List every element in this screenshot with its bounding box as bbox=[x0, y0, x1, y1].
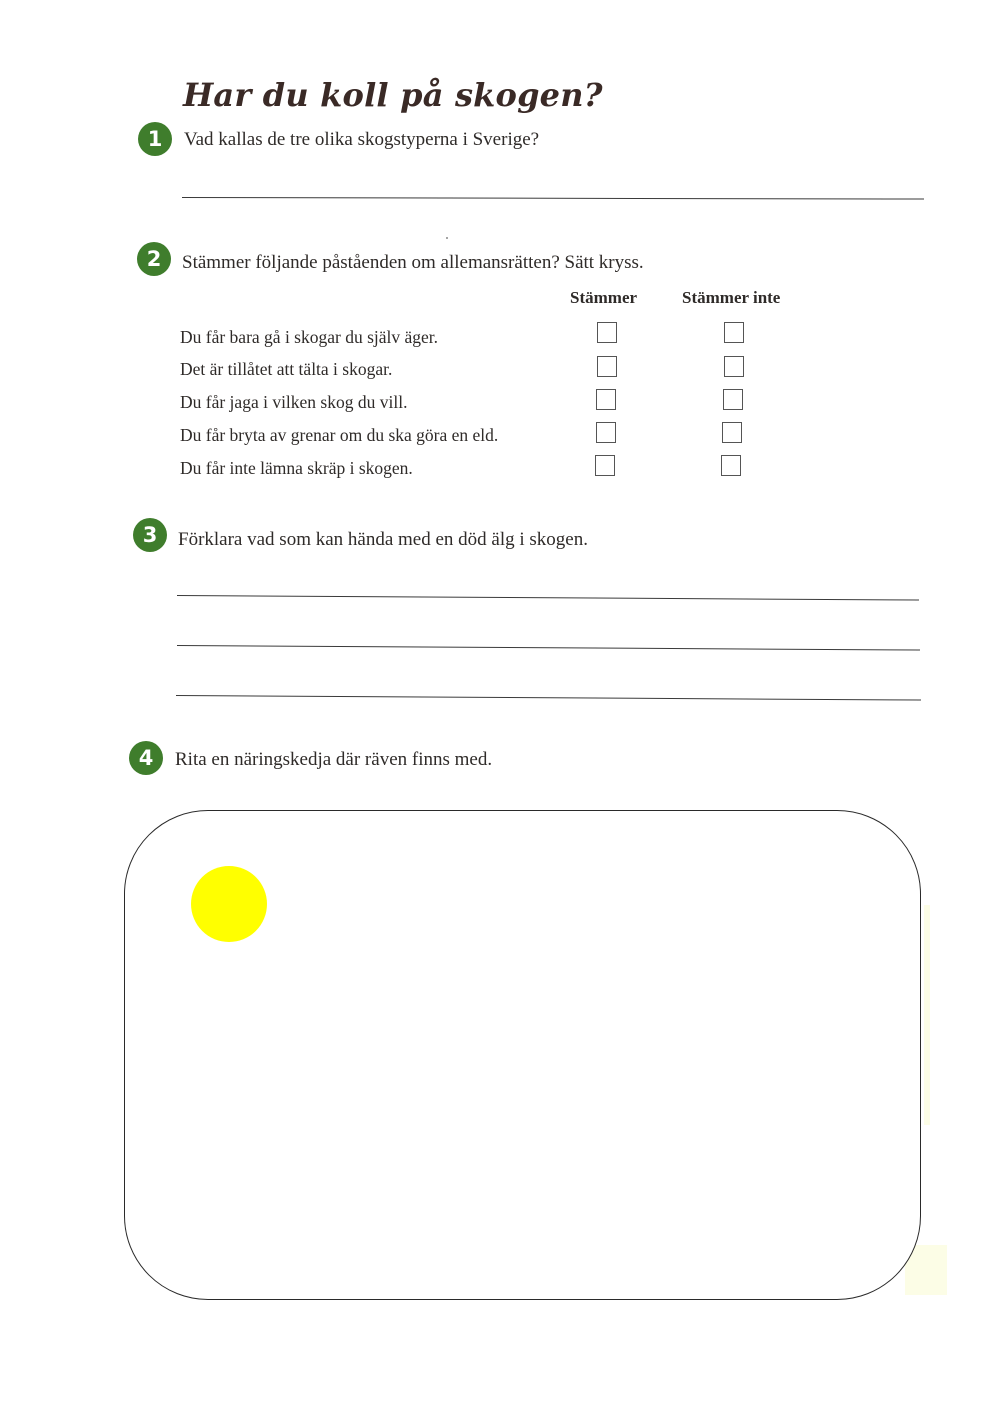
answer-line[interactable] bbox=[182, 197, 924, 200]
checkbox-stammer-inte[interactable] bbox=[724, 322, 744, 343]
question-text: Förklara vad som kan hända med en död älg i skogen. bbox=[178, 529, 588, 550]
question-number-badge: 2 bbox=[137, 242, 171, 276]
statement-row: Det är tillåtet att tälta i skogar. bbox=[180, 359, 393, 379]
column-header-stammer: Stämmer bbox=[570, 288, 638, 307]
checkbox-stammer[interactable] bbox=[595, 455, 615, 476]
statement-row: Du får jaga i vilken skog du vill. bbox=[180, 392, 408, 412]
question-number-badge: 3 bbox=[133, 518, 167, 552]
statement-row: Du får bara gå i skogar du själv äger. bbox=[180, 327, 439, 347]
question-text: Stämmer följande påståenden om allemansrätten? Sätt kryss. bbox=[182, 252, 644, 273]
checkbox-stammer[interactable] bbox=[597, 322, 617, 343]
sun-drawing-icon bbox=[191, 866, 267, 942]
scan-tint bbox=[924, 905, 930, 1125]
answer-line[interactable] bbox=[176, 695, 921, 701]
checkbox-stammer-inte[interactable] bbox=[724, 356, 744, 377]
page-title: Har du koll på skogen? bbox=[183, 76, 603, 114]
question-number-badge: 1 bbox=[138, 122, 172, 156]
scan-speck bbox=[446, 237, 448, 239]
checkbox-stammer-inte[interactable] bbox=[723, 389, 743, 410]
question-number-badge: 4 bbox=[129, 741, 163, 775]
checkbox-stammer[interactable] bbox=[597, 356, 617, 377]
checkbox-stammer[interactable] bbox=[596, 389, 616, 410]
checkbox-stammer[interactable] bbox=[596, 422, 616, 443]
question-text: Rita en näringskedja där räven finns med. bbox=[175, 749, 493, 770]
answer-line[interactable] bbox=[177, 645, 920, 651]
answer-line[interactable] bbox=[177, 595, 919, 601]
statement-row: Du får bryta av grenar om du ska göra en eld. bbox=[180, 425, 499, 445]
question-text: Vad kallas de tre olika skogstyperna i Sverige? bbox=[184, 129, 540, 150]
checkbox-stammer-inte[interactable] bbox=[721, 455, 741, 476]
column-header-stammer-inte: Stämmer inte bbox=[682, 288, 781, 307]
statement-row: Du får inte lämna skräp i skogen. bbox=[180, 458, 413, 478]
checkbox-stammer-inte[interactable] bbox=[722, 422, 742, 443]
